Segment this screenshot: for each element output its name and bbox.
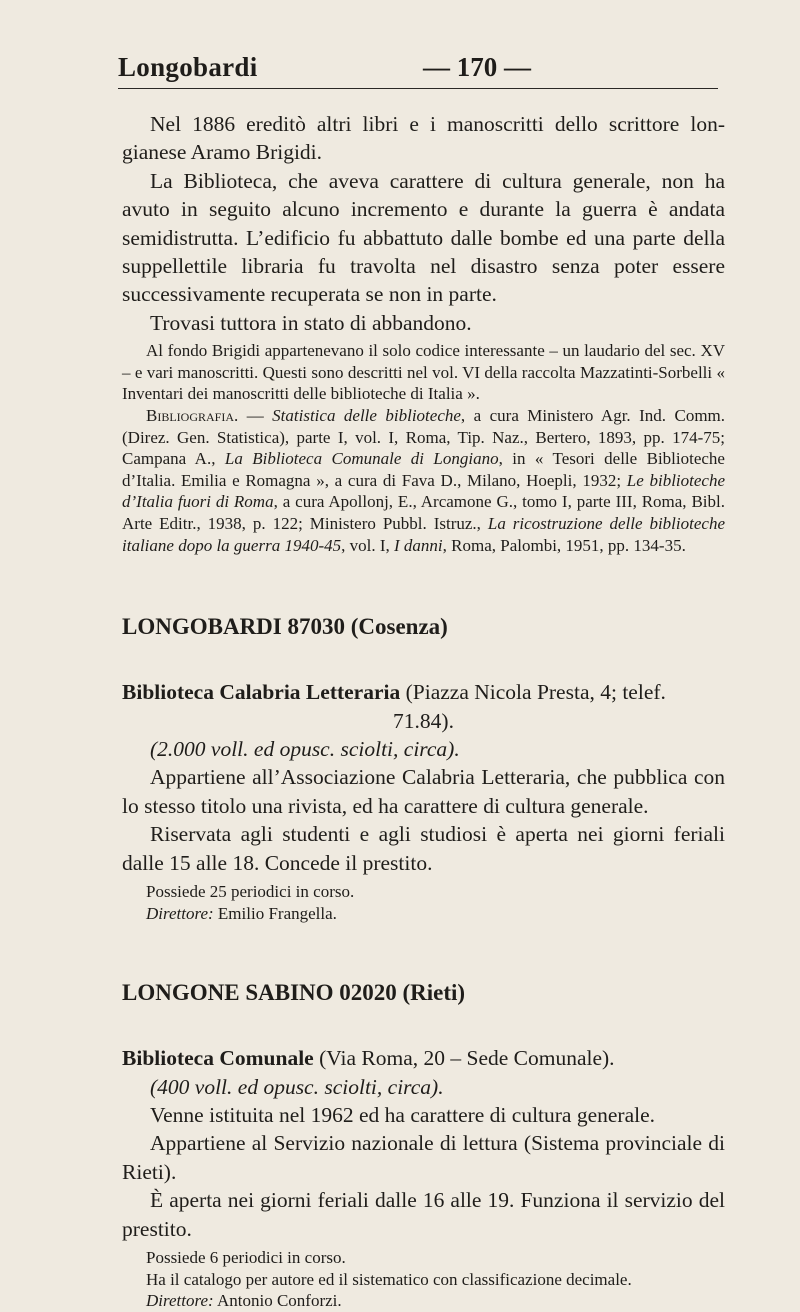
library-name: Biblioteca Calabria Letteraria (122, 680, 401, 705)
paragraph: Riservata agli studenti e agli studiosi è aperta nei giorni feriali dalle 15 alle 18. Concede il prestito. (122, 822, 725, 875)
catalog-note: Ha il catalogo per autore ed il sistematico con classificazione decimale. (146, 1269, 632, 1289)
paragraph: La Biblioteca, che aveva carattere di cultura generale, non ha avuto in seguito alcuno incremento e durante la guerra è andata semidistrutta. L’edificio fu abbattuto dalle bombe ed una parte della suppellettile libraria fu travolta nel disastro senza poter essere successivamente recuperata se non in parte. (122, 168, 725, 307)
director-label: Direttore: (146, 1291, 214, 1311)
bibliography-title: La Biblioteca Comunale di Longiano (224, 449, 499, 469)
bibliography-text: , vol. I, (341, 535, 394, 555)
director (122, 1290, 725, 1312)
library-name: Biblioteca Comunale (122, 1046, 314, 1071)
paragraph: Trovasi tuttora in stato di abbandono. (150, 310, 472, 335)
director (122, 903, 725, 925)
bibliography-title: Le biblioteche d’Italia fuori di Roma (122, 470, 726, 512)
bibliography-title: I danni (394, 535, 443, 555)
bibliography-sep: — (238, 406, 273, 426)
library-address: (Via Roma, 20 – Sede Comunale). (313, 1046, 615, 1071)
library-phone: 71.84). (393, 708, 454, 733)
director-name: Emilio Frangella. (213, 903, 337, 923)
holdings: (400 voll. ed opusc. sciolti, circa). (150, 1074, 444, 1099)
bibliography-text: , in « Tesori delle Biblioteche d’Italia. Emilia e Romagna », a cura di Fava D., Milano, Hoepli, 1932; (122, 449, 725, 490)
section-heading-longobardi: LONGOBARDI 87030 (Cosenza) (122, 614, 448, 640)
bibliography-text: , a cura Apollonj, E., Arcamone G., tomo I, parte III, Roma, Bibl. Arte Editr., 1938, p. 122; Ministero Pubbl. Istruz., (122, 492, 725, 533)
holdings: (2.000 voll. ed opusc. sciolti, circa). (150, 737, 460, 761)
bibliography-label: Bibliografia. (146, 406, 239, 426)
note-paragraph: Al fondo Brigidi appartenevano il solo codice interessante – un laudario del sec. XV – e vari manoscritti. Questi sono descritti nel vol. VI della raccolta Mazzatinti-Sorbelli « Inventari dei manoscritti delle biblioteche di Italia ». (122, 341, 725, 404)
paragraph: Appartiene al Servizio nazionale di lettura (Sistema provinciale di Rieti). (122, 1131, 725, 1184)
periodicals: Possiede 6 periodici in corso. (146, 1248, 346, 1268)
bibliography-title: Statistica delle biblioteche (272, 406, 461, 426)
director-label: Direttore: (146, 903, 214, 923)
library-title (122, 678, 725, 735)
page-number: — 170 — (423, 52, 531, 82)
bibliography (122, 405, 725, 556)
periodicals: Possiede 25 periodici in corso. (146, 882, 355, 902)
library-title (122, 1044, 725, 1072)
running-head-title: Longobardi (118, 52, 258, 82)
paragraph: Appartiene all’Associazione Calabria Letteraria, che pubblica con lo stesso titolo una rivista, ed ha carattere di cultura generale. (122, 765, 725, 818)
bibliography-text: , Roma, Palombi, 1951, pp. 134-35. (442, 535, 686, 555)
bibliography-text: , a cura Ministero Agr. Ind. Comm. (Direz. Gen. Statistica), parte I, vol. I, Roma, Tip. Naz., Bertero, 1893, pp. 174-75; Campana A., (122, 406, 726, 469)
section-heading-longone: LONGONE SABINO 02020 (Rieti) (122, 980, 466, 1006)
bibliography-title: La ricostruzione delle biblioteche italiane dopo la guerra 1940-45 (122, 514, 725, 555)
paragraph: Nel 1886 ereditò altri libri e i manoscritti dello scrittore longianese Aramo Brigidi. (122, 112, 725, 165)
paragraph: Venne istituita nel 1962 ed ha carattere di cultura generale. (150, 1103, 656, 1128)
page-body (122, 110, 725, 1312)
running-head (118, 52, 718, 86)
director-name: Antonio Conforzi. (213, 1291, 342, 1311)
library-address: (Piazza Nicola Presta, 4; telef. (400, 680, 666, 705)
header-rule (118, 88, 718, 89)
paragraph: È aperta nei giorni feriali dalle 16 alle 19. Funziona il servizio del prestito. (122, 1188, 725, 1241)
